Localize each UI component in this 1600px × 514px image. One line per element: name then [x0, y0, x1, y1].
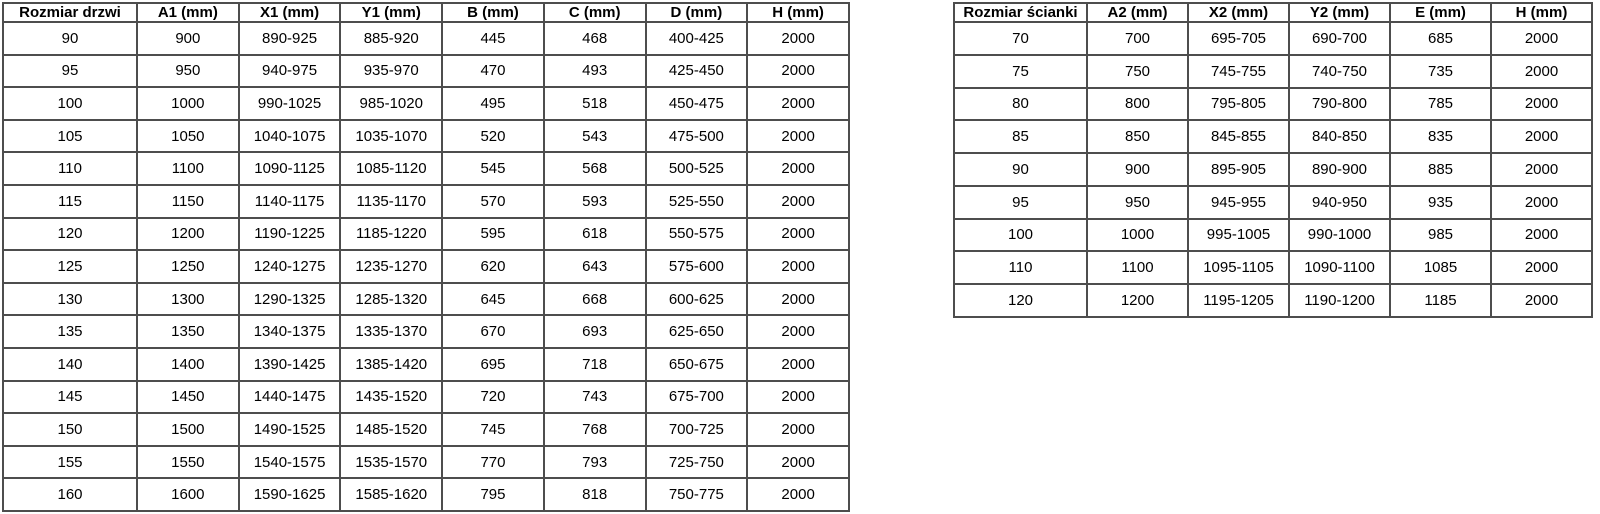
table-cell: 2000	[1491, 55, 1592, 88]
wall-table-header-row	[954, 3, 1592, 22]
table-cell: 2000	[747, 446, 849, 479]
table-cell: 2000	[747, 250, 849, 283]
table-cell: 935	[1390, 186, 1491, 219]
table-cell: 935-970	[340, 55, 442, 88]
table-cell: 155	[3, 446, 137, 479]
table-cell: 110	[3, 152, 137, 185]
door-table-header-row	[3, 3, 849, 22]
table-cell: 2000	[747, 87, 849, 120]
table-cell: 100	[954, 219, 1087, 252]
table-cell: 625-650	[646, 315, 748, 348]
table-cell: 575-600	[646, 250, 748, 283]
table-cell: 2000	[1491, 284, 1592, 317]
table-cell: 120	[954, 284, 1087, 317]
column-header: C (mm)	[544, 3, 646, 22]
table-row	[954, 219, 1592, 252]
table-cell: 495	[442, 87, 544, 120]
table-cell: 1600	[137, 478, 239, 511]
table-row	[3, 87, 849, 120]
table-cell: 770	[442, 446, 544, 479]
table-cell: 845-855	[1188, 120, 1289, 153]
table-cell: 100	[3, 87, 137, 120]
table-cell: 890-925	[239, 22, 341, 55]
table-cell: 95	[954, 186, 1087, 219]
table-cell: 1540-1575	[239, 446, 341, 479]
table-cell: 1200	[137, 218, 239, 251]
table-cell: 1185	[1390, 284, 1491, 317]
table-cell: 2000	[747, 185, 849, 218]
table-cell: 550-575	[646, 218, 748, 251]
table-cell: 1550	[137, 446, 239, 479]
table-cell: 1035-1070	[340, 120, 442, 153]
table-cell: 1400	[137, 348, 239, 381]
table-cell: 2000	[1491, 251, 1592, 284]
column-header: E (mm)	[1390, 3, 1491, 22]
table-cell: 518	[544, 87, 646, 120]
table-cell: 570	[442, 185, 544, 218]
table-cell: 793	[544, 446, 646, 479]
table-cell: 2000	[747, 381, 849, 414]
table-row	[954, 22, 1592, 55]
table-cell: 2000	[1491, 219, 1592, 252]
table-cell: 795-805	[1188, 88, 1289, 121]
table-cell: 568	[544, 152, 646, 185]
table-cell: 2000	[747, 120, 849, 153]
table-cell: 2000	[747, 315, 849, 348]
table-row	[954, 186, 1592, 219]
table-cell: 1150	[137, 185, 239, 218]
table-cell: 1340-1375	[239, 315, 341, 348]
table-cell: 718	[544, 348, 646, 381]
table-cell: 685	[1390, 22, 1491, 55]
table-cell: 2000	[747, 22, 849, 55]
table-cell: 693	[544, 315, 646, 348]
table-cell: 120	[3, 218, 137, 251]
table-cell: 75	[954, 55, 1087, 88]
table-cell: 600-625	[646, 283, 748, 316]
table-cell: 445	[442, 22, 544, 55]
table-cell: 1450	[137, 381, 239, 414]
table-cell: 2000	[747, 478, 849, 511]
column-header: X2 (mm)	[1188, 3, 1289, 22]
table-cell: 1535-1570	[340, 446, 442, 479]
table-cell: 1100	[137, 152, 239, 185]
table-cell: 1190-1200	[1289, 284, 1390, 317]
table-cell: 130	[3, 283, 137, 316]
table-cell: 2000	[747, 413, 849, 446]
table-cell: 1190-1225	[239, 218, 341, 251]
table-cell: 150	[3, 413, 137, 446]
table-cell: 80	[954, 88, 1087, 121]
table-cell: 425-450	[646, 55, 748, 88]
table-cell: 795	[442, 478, 544, 511]
table-cell: 110	[954, 251, 1087, 284]
table-cell: 135	[3, 315, 137, 348]
table-cell: 475-500	[646, 120, 748, 153]
table-cell: 1090-1125	[239, 152, 341, 185]
table-cell: 670	[442, 315, 544, 348]
table-row	[3, 283, 849, 316]
table-cell: 1085-1120	[340, 152, 442, 185]
table-cell: 690-700	[1289, 22, 1390, 55]
table-cell: 743	[544, 381, 646, 414]
table-cell: 1195-1205	[1188, 284, 1289, 317]
table-row	[3, 218, 849, 251]
table-cell: 2000	[1491, 186, 1592, 219]
table-row	[3, 120, 849, 153]
column-header: A1 (mm)	[137, 3, 239, 22]
table-cell: 700	[1087, 22, 1188, 55]
table-cell: 493	[544, 55, 646, 88]
table-cell: 985	[1390, 219, 1491, 252]
table-cell: 700-725	[646, 413, 748, 446]
table-cell: 1090-1100	[1289, 251, 1390, 284]
table-cell: 543	[544, 120, 646, 153]
table-cell: 745-755	[1188, 55, 1289, 88]
column-header: X1 (mm)	[239, 3, 341, 22]
column-header: H (mm)	[747, 3, 849, 22]
table-row	[954, 88, 1592, 121]
table-row	[3, 55, 849, 88]
table-cell: 695-705	[1188, 22, 1289, 55]
table-cell: 450-475	[646, 87, 748, 120]
table-cell: 1435-1520	[340, 381, 442, 414]
table-cell: 1140-1175	[239, 185, 341, 218]
table-cell: 740-750	[1289, 55, 1390, 88]
table-cell: 140	[3, 348, 137, 381]
table-cell: 545	[442, 152, 544, 185]
table-cell: 90	[3, 22, 137, 55]
table-cell: 1000	[137, 87, 239, 120]
table-cell: 1335-1370	[340, 315, 442, 348]
table-row	[954, 284, 1592, 317]
table-cell: 145	[3, 381, 137, 414]
table-cell: 890-900	[1289, 153, 1390, 186]
table-cell: 1390-1425	[239, 348, 341, 381]
table-cell: 735	[1390, 55, 1491, 88]
column-header: A2 (mm)	[1087, 3, 1188, 22]
table-row	[3, 250, 849, 283]
table-cell: 618	[544, 218, 646, 251]
table-cell: 990-1025	[239, 87, 341, 120]
table-row	[954, 120, 1592, 153]
table-cell: 720	[442, 381, 544, 414]
table-cell: 940-950	[1289, 186, 1390, 219]
table-cell: 1385-1420	[340, 348, 442, 381]
table-cell: 1050	[137, 120, 239, 153]
table-row	[3, 315, 849, 348]
table-cell: 85	[954, 120, 1087, 153]
table-cell: 768	[544, 413, 646, 446]
table-cell: 900	[137, 22, 239, 55]
table-cell: 620	[442, 250, 544, 283]
table-cell: 818	[544, 478, 646, 511]
table-cell: 985-1020	[340, 87, 442, 120]
table-row	[3, 348, 849, 381]
table-cell: 2000	[747, 283, 849, 316]
table-cell: 115	[3, 185, 137, 218]
table-cell: 1000	[1087, 219, 1188, 252]
table-cell: 593	[544, 185, 646, 218]
table-cell: 675-700	[646, 381, 748, 414]
table-cell: 2000	[1491, 153, 1592, 186]
table-cell: 785	[1390, 88, 1491, 121]
table-cell: 160	[3, 478, 137, 511]
table-cell: 850	[1087, 120, 1188, 153]
table-cell: 125	[3, 250, 137, 283]
table-row	[3, 381, 849, 414]
table-cell: 725-750	[646, 446, 748, 479]
table-cell: 2000	[1491, 120, 1592, 153]
table-cell: 1235-1270	[340, 250, 442, 283]
table-cell: 1485-1520	[340, 413, 442, 446]
table-cell: 2000	[1491, 22, 1592, 55]
table-cell: 1185-1220	[340, 218, 442, 251]
table-cell: 900	[1087, 153, 1188, 186]
table-cell: 70	[954, 22, 1087, 55]
table-cell: 90	[954, 153, 1087, 186]
table-cell: 500-525	[646, 152, 748, 185]
table-cell: 1290-1325	[239, 283, 341, 316]
table-cell: 840-850	[1289, 120, 1390, 153]
table-cell: 1300	[137, 283, 239, 316]
table-cell: 1590-1625	[239, 478, 341, 511]
table-cell: 1095-1105	[1188, 251, 1289, 284]
table-cell: 1490-1525	[239, 413, 341, 446]
table-cell: 1135-1170	[340, 185, 442, 218]
table-cell: 668	[544, 283, 646, 316]
column-header: Rozmiar ścianki	[954, 3, 1087, 22]
table-row	[954, 251, 1592, 284]
table-cell: 1040-1075	[239, 120, 341, 153]
table-cell: 2000	[747, 55, 849, 88]
table-cell: 1085	[1390, 251, 1491, 284]
table-row	[954, 153, 1592, 186]
table-cell: 1500	[137, 413, 239, 446]
table-cell: 1100	[1087, 251, 1188, 284]
table-row	[954, 55, 1592, 88]
table-cell: 595	[442, 218, 544, 251]
table-cell: 520	[442, 120, 544, 153]
table-cell: 2000	[747, 218, 849, 251]
table-cell: 750-775	[646, 478, 748, 511]
door-sizes-table	[2, 2, 850, 512]
table-cell: 1350	[137, 315, 239, 348]
table-row	[3, 413, 849, 446]
table-cell: 750	[1087, 55, 1188, 88]
column-header: Rozmiar drzwi	[3, 3, 137, 22]
table-row	[3, 152, 849, 185]
table-cell: 400-425	[646, 22, 748, 55]
table-cell: 695	[442, 348, 544, 381]
table-row	[3, 446, 849, 479]
table-cell: 950	[137, 55, 239, 88]
table-cell: 1240-1275	[239, 250, 341, 283]
table-cell: 645	[442, 283, 544, 316]
table-cell: 2000	[747, 152, 849, 185]
table-cell: 885-920	[340, 22, 442, 55]
table-cell: 945-955	[1188, 186, 1289, 219]
table-cell: 800	[1087, 88, 1188, 121]
table-cell: 1250	[137, 250, 239, 283]
table-cell: 470	[442, 55, 544, 88]
table-cell: 105	[3, 120, 137, 153]
table-cell: 2000	[747, 348, 849, 381]
table-cell: 745	[442, 413, 544, 446]
table-cell: 468	[544, 22, 646, 55]
table-cell: 895-905	[1188, 153, 1289, 186]
column-header: B (mm)	[442, 3, 544, 22]
table-cell: 95	[3, 55, 137, 88]
table-row	[3, 22, 849, 55]
column-header: D (mm)	[646, 3, 748, 22]
table-cell: 995-1005	[1188, 219, 1289, 252]
table-row	[3, 478, 849, 511]
table-cell: 990-1000	[1289, 219, 1390, 252]
table-cell: 2000	[1491, 88, 1592, 121]
table-row	[3, 185, 849, 218]
table-cell: 950	[1087, 186, 1188, 219]
table-cell: 525-550	[646, 185, 748, 218]
table-cell: 1200	[1087, 284, 1188, 317]
table-cell: 940-975	[239, 55, 341, 88]
table-cell: 885	[1390, 153, 1491, 186]
table-cell: 1585-1620	[340, 478, 442, 511]
column-header: Y1 (mm)	[340, 3, 442, 22]
table-cell: 643	[544, 250, 646, 283]
column-header: H (mm)	[1491, 3, 1592, 22]
column-header: Y2 (mm)	[1289, 3, 1390, 22]
wall-sizes-table	[953, 2, 1593, 318]
table-cell: 650-675	[646, 348, 748, 381]
table-cell: 1285-1320	[340, 283, 442, 316]
table-cell: 1440-1475	[239, 381, 341, 414]
table-cell: 835	[1390, 120, 1491, 153]
table-cell: 790-800	[1289, 88, 1390, 121]
